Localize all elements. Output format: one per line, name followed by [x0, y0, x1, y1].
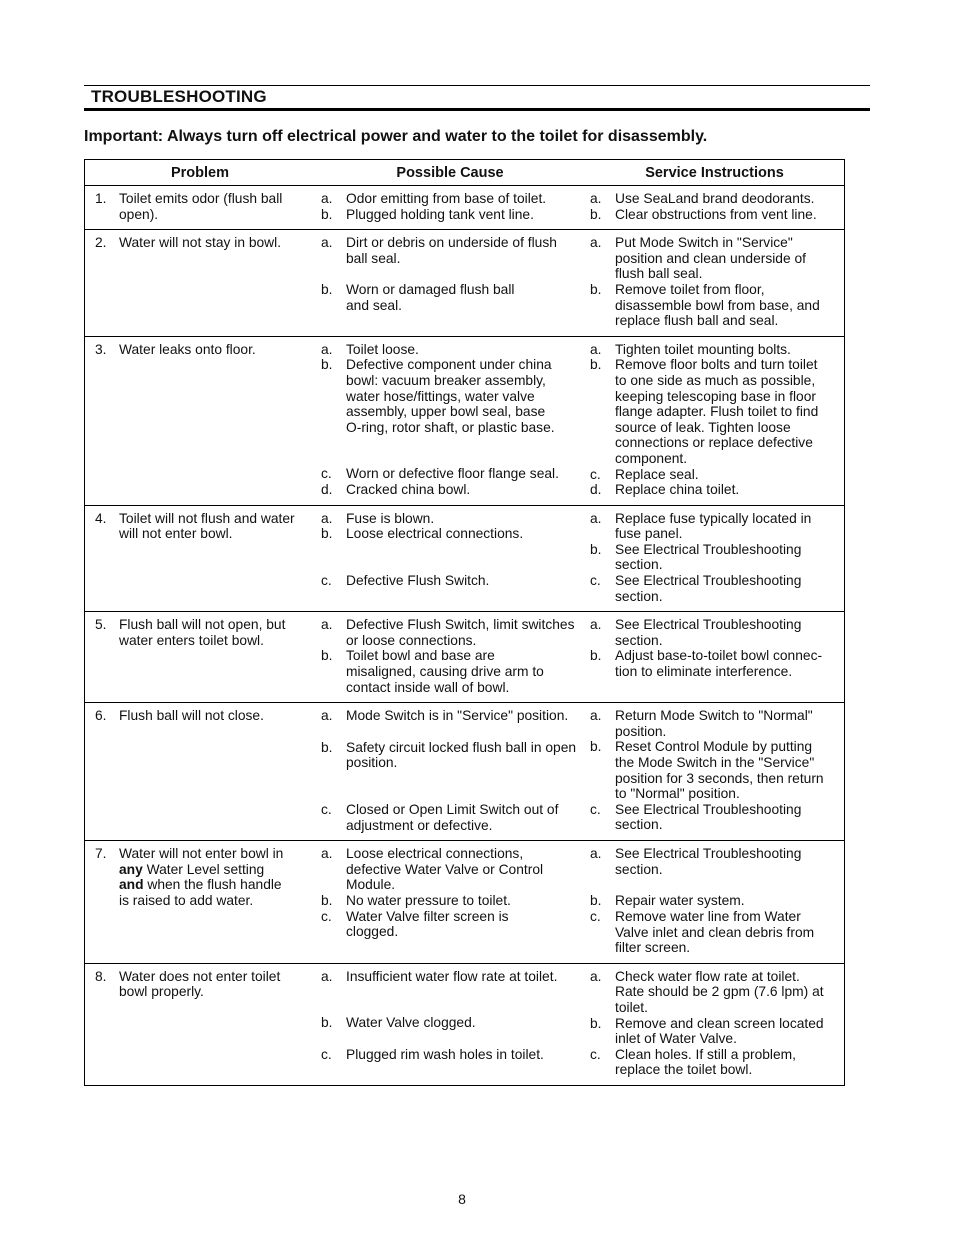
item-line: Rate should be 2 gpm (7.6 lpm) at — [615, 984, 824, 1000]
item-letter: a. — [590, 617, 602, 633]
list-item — [321, 1047, 585, 1063]
item-text — [346, 846, 585, 893]
list-item — [590, 342, 844, 358]
item-letter: d. — [590, 482, 602, 498]
item-line: Defective Flush Switch. — [346, 572, 490, 588]
item-text — [615, 1047, 844, 1078]
item-text — [615, 969, 844, 1016]
list-item — [321, 342, 585, 358]
list-item — [321, 708, 585, 724]
list-item — [590, 542, 844, 573]
item-line: Safety circuit locked flush ball in open — [346, 739, 577, 755]
item-line: Toilet bowl and base are — [346, 648, 495, 664]
item-letter: a. — [590, 191, 602, 206]
list-item — [321, 282, 585, 313]
item-letter: a. — [590, 235, 602, 251]
problem-cell — [85, 969, 315, 1078]
item-line: adjustment or defective. — [346, 817, 493, 833]
item-text — [615, 802, 844, 833]
item-letter: b. — [321, 739, 333, 755]
item-line: section. — [615, 817, 663, 833]
item-letter: b. — [321, 526, 333, 542]
list-item — [321, 648, 585, 695]
list-item — [590, 739, 844, 801]
item-text — [615, 617, 844, 648]
item-line: Cracked china bowl. — [346, 481, 471, 497]
item-letter: b. — [590, 893, 602, 909]
troubleshooting-table — [84, 159, 845, 1086]
problem-line: Toilet will not flush and water — [119, 510, 295, 526]
item-text — [346, 1047, 585, 1063]
item-line: connections or replace defective — [615, 435, 813, 451]
problem-number: 8. — [95, 968, 107, 984]
cause-cell — [315, 617, 585, 695]
item-line: Use SeaLand brand deodorants. — [615, 191, 815, 206]
problem-cell — [85, 511, 315, 605]
item-line: Defective component under china — [346, 357, 552, 373]
list-item — [321, 526, 585, 542]
item-line: Toilet loose. — [346, 341, 419, 357]
cause-cell — [315, 511, 585, 605]
problem-line: will not enter bowl. — [119, 526, 233, 542]
item-letter: a. — [590, 510, 602, 526]
item-line: assembly, upper bowl seal, base — [346, 404, 546, 420]
item-letter: a. — [590, 846, 602, 862]
item-line: Module. — [346, 877, 396, 893]
item-line: Remove and clean screen located — [615, 1015, 824, 1031]
item-text — [615, 893, 844, 909]
list-item — [590, 282, 844, 329]
instruction-cell — [585, 342, 844, 498]
problem-line: Water will not enter bowl in — [119, 846, 284, 862]
item-line: Remove toilet from floor, — [615, 281, 765, 297]
item-line: fuse panel. — [615, 526, 683, 542]
section-title: TROUBLESHOOTING — [91, 87, 267, 106]
list-item — [590, 207, 844, 223]
item-letter: c. — [590, 466, 601, 482]
page-number: 8 — [458, 1191, 466, 1207]
problem-text — [119, 191, 315, 222]
item-line: See Electrical Troubleshooting — [615, 801, 802, 817]
problem-line: and when the flush handle — [119, 877, 282, 893]
list-item — [321, 846, 585, 893]
item-line: the Mode Switch in the "Service" — [615, 755, 815, 770]
item-text — [346, 466, 585, 482]
item-letter: b. — [590, 541, 602, 557]
item-line: ball seal. — [346, 250, 401, 266]
item-letter: c. — [590, 908, 601, 924]
item-text — [346, 909, 585, 940]
item-line: Remove water line from Water — [615, 908, 801, 924]
important-notice: Important: Always turn off electrical power and water to the toilet for disassembly. — [84, 128, 708, 145]
item-text — [615, 482, 844, 498]
item-letter: a. — [321, 968, 333, 984]
item-text — [615, 235, 844, 282]
column-header-cause: Possible Cause — [396, 164, 504, 181]
item-letter: b. — [321, 357, 333, 373]
table-row — [85, 186, 844, 230]
item-text — [346, 191, 585, 207]
item-letter: b. — [590, 1015, 602, 1031]
problem-text — [119, 235, 315, 329]
cause-cell — [315, 708, 585, 833]
item-line: Adjust base-to-toilet bowl connec- — [615, 648, 823, 664]
list-item — [321, 802, 585, 833]
item-text — [615, 739, 844, 801]
problem-text — [119, 511, 315, 605]
item-line: Odor emitting from base of toilet. — [346, 191, 547, 206]
list-item — [590, 1016, 844, 1047]
problem-cell — [85, 342, 315, 498]
item-text — [615, 467, 844, 483]
item-letter: a. — [590, 968, 602, 984]
item-letter: c. — [321, 802, 332, 817]
list-item — [590, 893, 844, 909]
problem-line: Water leaks onto floor. — [119, 341, 256, 357]
cause-cell — [315, 235, 585, 329]
list-item — [590, 708, 844, 739]
problem-number: 3. — [95, 341, 107, 357]
instruction-cell — [585, 511, 844, 605]
problem-number: 2. — [95, 235, 107, 251]
item-text — [346, 342, 585, 358]
problem-number: 1. — [95, 191, 107, 206]
list-item — [321, 511, 585, 527]
cause-cell — [315, 969, 585, 1078]
item-line: Worn or defective floor flange seal. — [346, 466, 559, 482]
item-letter: b. — [321, 206, 333, 222]
item-letter: a. — [321, 617, 333, 633]
list-item — [321, 357, 585, 435]
list-item — [590, 573, 844, 604]
instruction-cell — [585, 969, 844, 1078]
item-letter: b. — [590, 206, 602, 222]
list-item — [590, 191, 844, 207]
problem-number: 4. — [95, 510, 107, 526]
problem-line: bowl properly. — [119, 984, 204, 1000]
item-text — [346, 708, 585, 724]
item-text — [615, 573, 844, 604]
item-text — [615, 191, 844, 207]
item-text — [346, 893, 585, 909]
item-text — [346, 1015, 585, 1031]
list-item — [321, 235, 585, 266]
item-line: toilet. — [615, 999, 648, 1015]
problem-line: Flush ball will not close. — [119, 708, 264, 724]
item-letter: d. — [321, 481, 333, 497]
list-item — [590, 802, 844, 833]
list-item — [590, 511, 844, 542]
item-line: bowl: vacuum breaker assembly, — [346, 372, 546, 388]
problem-cell — [85, 617, 315, 695]
item-line: to one side as much as possible, — [615, 372, 816, 388]
item-text — [346, 282, 585, 313]
item-letter: b. — [590, 739, 602, 755]
item-line: misaligned, causing drive arm to — [346, 664, 544, 680]
table-row — [85, 703, 844, 841]
list-item — [321, 482, 585, 498]
problem-number: 6. — [95, 708, 107, 724]
item-letter: b. — [321, 1015, 333, 1031]
item-line: section. — [615, 557, 663, 573]
item-line: Plugged holding tank vent line. — [346, 206, 534, 222]
item-letter: c. — [590, 1046, 601, 1062]
item-letter: b. — [590, 357, 602, 373]
instruction-cell — [585, 191, 844, 222]
item-line: inlet of Water Valve. — [615, 1031, 737, 1047]
item-line: section. — [615, 861, 663, 877]
table-row — [85, 612, 844, 703]
list-item — [321, 617, 585, 648]
item-line: Replace fuse typically located in — [615, 510, 812, 526]
table-row — [85, 841, 844, 964]
item-text — [615, 648, 844, 679]
list-item — [590, 617, 844, 648]
item-line: Mode Switch is in "Service" position. — [346, 708, 569, 724]
item-line: Clean holes. If still a problem, — [615, 1046, 796, 1062]
list-item — [321, 740, 585, 771]
item-line: See Electrical Troubleshooting — [615, 617, 802, 633]
item-line: defective Water Valve or Control — [346, 861, 544, 877]
item-line: position. — [346, 755, 398, 771]
table-header — [85, 160, 844, 186]
item-letter: a. — [321, 510, 333, 526]
item-line: filter screen. — [615, 940, 691, 956]
item-line: Water Valve filter screen is — [346, 908, 509, 924]
problem-line: Water does not enter toilet — [119, 968, 281, 984]
item-line: position and clean underside of — [615, 250, 806, 266]
table-body — [85, 186, 844, 1085]
problem-text — [119, 617, 315, 695]
item-text — [346, 357, 585, 435]
item-line: component. — [615, 450, 688, 466]
emphasis: and — [119, 877, 144, 893]
problem-number: 5. — [95, 617, 107, 633]
item-line: or loose connections. — [346, 632, 477, 648]
item-text — [615, 708, 844, 739]
list-item — [321, 573, 585, 589]
item-line: position for 3 seconds, then return — [615, 770, 824, 786]
item-text — [346, 526, 585, 542]
cause-cell — [315, 191, 585, 222]
problem-cell — [85, 846, 315, 956]
list-item — [321, 207, 585, 223]
item-letter: a. — [590, 708, 602, 724]
list-item — [590, 846, 844, 877]
list-item — [590, 909, 844, 956]
list-item — [321, 969, 585, 985]
item-text — [346, 235, 585, 266]
item-line: See Electrical Troubleshooting — [615, 541, 802, 557]
column-header-instructions: Service Instructions — [645, 164, 784, 181]
problem-line: open). — [119, 206, 159, 222]
item-text — [346, 511, 585, 527]
instruction-cell — [585, 235, 844, 329]
item-line: O-ring, rotor shaft, or plastic base. — [346, 419, 555, 435]
item-line: clogged. — [346, 924, 399, 940]
item-text — [346, 969, 585, 985]
item-letter: c. — [321, 908, 332, 924]
problem-line: Flush ball will not open, but — [119, 617, 286, 633]
problem-cell — [85, 191, 315, 222]
problem-line: is raised to add water. — [119, 892, 254, 908]
item-line: Closed or Open Limit Switch out of — [346, 802, 559, 817]
item-line: Return Mode Switch to "Normal" — [615, 708, 813, 724]
item-line: Put Mode Switch in "Service" — [615, 235, 793, 251]
instruction-cell — [585, 846, 844, 956]
problem-number: 7. — [95, 846, 107, 862]
table-row — [85, 964, 844, 1085]
item-line: Plugged rim wash holes in toilet. — [346, 1046, 544, 1062]
item-text — [346, 617, 585, 648]
column-header-problem: Problem — [170, 164, 229, 181]
list-item — [590, 648, 844, 679]
item-text — [615, 909, 844, 956]
top-rule — [84, 85, 870, 86]
problem-text — [119, 342, 315, 498]
item-letter: a. — [321, 708, 333, 724]
item-line: Dirt or debris on underside of flush — [346, 235, 557, 251]
title-rule — [84, 108, 870, 111]
problem-cell — [85, 235, 315, 329]
item-text — [346, 482, 585, 498]
item-line: Loose electrical connections. — [346, 526, 524, 542]
item-letter: b. — [321, 648, 333, 664]
item-letter: b. — [321, 892, 333, 908]
problem-cell — [85, 708, 315, 833]
table-row — [85, 506, 844, 613]
item-line: Reset Control Module by putting — [615, 739, 813, 755]
item-line: source of leak. Tighten loose — [615, 419, 791, 435]
item-line: keeping telescoping base in floor — [615, 388, 816, 404]
item-line: Loose electrical connections, — [346, 846, 524, 862]
item-text — [615, 511, 844, 542]
item-text — [615, 846, 844, 877]
item-line: Water Valve clogged. — [346, 1015, 476, 1031]
item-line: replace the toilet bowl. — [615, 1062, 753, 1078]
list-item — [321, 909, 585, 940]
list-item — [590, 357, 844, 466]
emphasis: any — [119, 861, 143, 877]
item-line: water hose/fittings, water valve — [346, 388, 535, 404]
list-item — [590, 235, 844, 282]
table-row — [85, 230, 844, 337]
problem-text — [119, 846, 315, 956]
item-line: No water pressure to toilet. — [346, 892, 511, 908]
table-row — [85, 337, 844, 506]
item-text — [346, 648, 585, 695]
item-text — [346, 573, 585, 589]
item-letter: a. — [321, 846, 333, 862]
item-line: section. — [615, 588, 663, 604]
item-text — [615, 282, 844, 329]
item-letter: a. — [321, 341, 333, 357]
list-item — [590, 482, 844, 498]
item-line: flush ball seal. — [615, 266, 703, 282]
item-line: Replace china toilet. — [615, 482, 740, 498]
item-text — [615, 357, 844, 466]
item-text — [615, 207, 844, 223]
instruction-cell — [585, 617, 844, 695]
item-text — [615, 542, 844, 573]
item-line: flange adapter. Flush toilet to find — [615, 404, 819, 420]
list-item — [321, 1015, 585, 1031]
item-line: Remove floor bolts and turn toilet — [615, 357, 818, 373]
cause-cell — [315, 342, 585, 498]
item-line: Repair water system. — [615, 893, 745, 909]
list-item — [321, 466, 585, 482]
item-letter: a. — [321, 235, 333, 251]
problem-line: Water will not stay in bowl. — [119, 235, 282, 251]
item-line: contact inside wall of bowl. — [346, 679, 510, 695]
item-line: Defective Flush Switch, limit switches — [346, 617, 575, 633]
item-text — [346, 207, 585, 223]
item-letter: c. — [321, 1046, 332, 1062]
item-letter: c. — [321, 572, 332, 588]
item-letter: c. — [321, 466, 332, 482]
item-line: Tighten toilet mounting bolts. — [615, 341, 791, 357]
problem-text — [119, 969, 315, 1078]
problem-text — [119, 708, 315, 833]
item-line: Check water flow rate at toilet. — [615, 968, 800, 984]
item-text — [346, 740, 585, 771]
list-item — [321, 191, 585, 207]
list-item — [590, 969, 844, 1016]
item-line: tion to eliminate interference. — [615, 664, 793, 680]
item-line: See Electrical Troubleshooting — [615, 573, 802, 589]
item-line: Worn or damaged flush ball — [346, 282, 515, 298]
item-line: Fuse is blown. — [346, 510, 435, 526]
item-line: Clear obstructions from vent line. — [615, 206, 817, 222]
item-letter: b. — [590, 648, 602, 664]
item-line: section. — [615, 632, 663, 648]
problem-line: any Water Level setting — [119, 861, 265, 877]
item-line: to "Normal" position. — [615, 786, 740, 802]
item-line: Insufficient water flow rate at toilet. — [346, 968, 558, 984]
item-line: position. — [615, 723, 667, 739]
item-letter: b. — [321, 282, 333, 298]
item-line: replace flush ball and seal. — [615, 313, 779, 329]
item-line: See Electrical Troubleshooting — [615, 846, 802, 862]
item-line: disassemble bowl from base, and — [615, 297, 820, 313]
item-text — [346, 802, 585, 833]
list-item — [590, 1047, 844, 1078]
item-line: Replace seal. — [615, 466, 699, 482]
item-letter: a. — [321, 191, 333, 206]
item-letter: b. — [590, 281, 602, 297]
item-line: Valve inlet and clean debris from — [615, 924, 815, 940]
item-line: and seal. — [346, 297, 402, 313]
problem-line: Toilet emits odor (flush ball — [119, 191, 283, 206]
problem-line: water enters toilet bowl. — [119, 632, 264, 648]
item-letter: a. — [590, 341, 602, 357]
item-text — [615, 342, 844, 358]
list-item — [590, 467, 844, 483]
item-letter: c. — [590, 573, 601, 589]
item-letter: c. — [590, 801, 601, 817]
item-text — [615, 1016, 844, 1047]
instruction-cell — [585, 708, 844, 833]
list-item — [321, 893, 585, 909]
cause-cell — [315, 846, 585, 956]
